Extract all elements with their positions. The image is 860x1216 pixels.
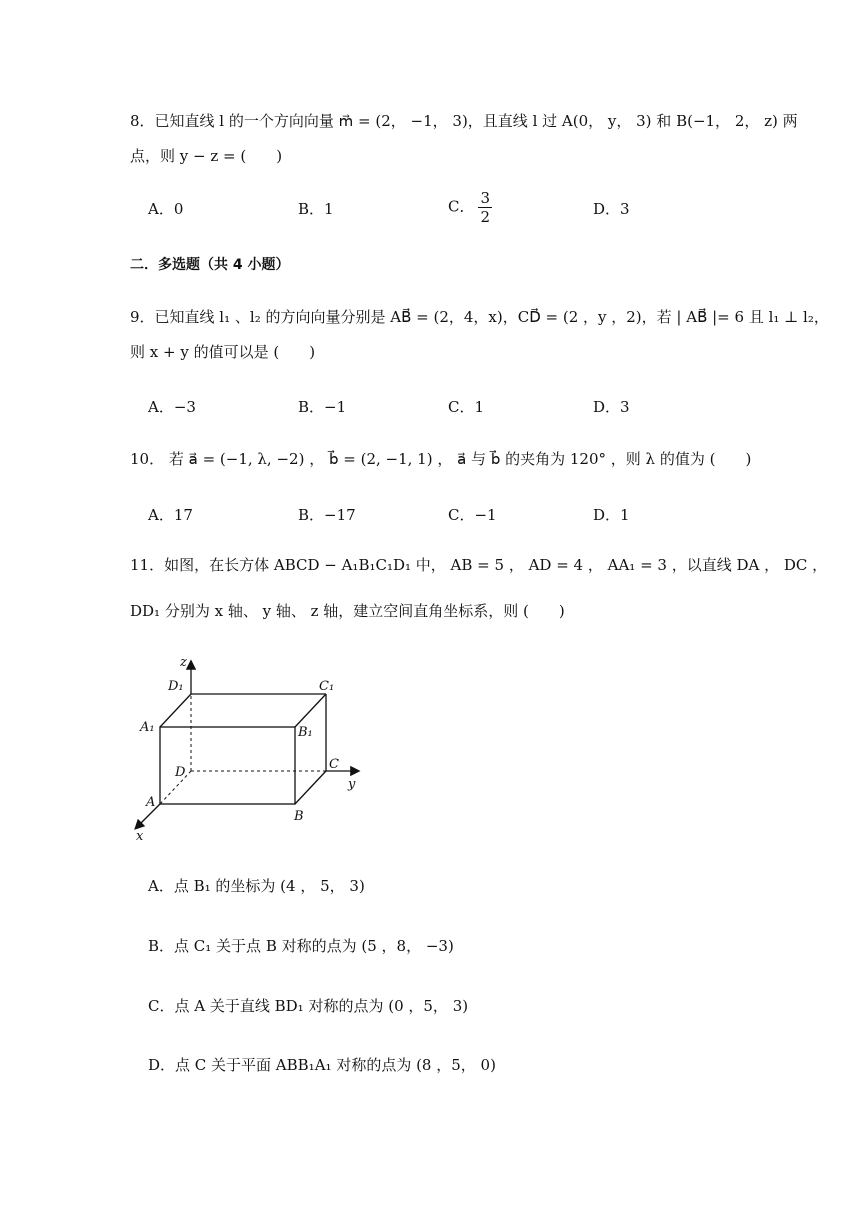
q8-option-d: D．3 [593,200,630,218]
label-a1: A₁ [140,720,155,735]
q8-option-c-denominator: 2 [480,208,491,226]
label-z-axis: z [180,655,187,670]
q8-option-c [448,189,492,226]
q10-option-b: B．−17 [298,506,356,524]
q9-options [148,386,708,426]
q9-option-c: C．1 [448,398,485,416]
q11-answer-c: C．点 A 关于直线 BD₁ 对称的点为 (0 ，5， 3) [148,997,469,1015]
label-x-axis: x [136,829,144,844]
q10-option-c: C．−1 [448,506,497,524]
label-c1: C₁ [319,679,335,694]
q8-option-c-label: C． [448,197,475,216]
q8-option-c-numerator: 3 [480,189,491,207]
q11-answer-d: D．点 C 关于平面 ABB₁A₁ 对称的点为 (8 ，5， 0) [148,1056,496,1074]
label-d: D [175,765,186,780]
q9-option-a: A．−3 [148,398,196,416]
section-heading: 二．多选题（共 4 小题） [130,257,290,273]
label-b1: B₁ [298,725,313,740]
q8-option-c-fraction [478,189,492,226]
q10-option-d: D．1 [593,506,630,524]
q8-stem-line1: 8．已知直线 l 的一个方向向量 m⃗ = (2， −1， 3)，且直线 l 过 A(0， y， 3) 和 B(−1， 2， z) 两 [130,112,798,130]
q11-answer-b: B．点 C₁ 关于点 B 对称的点为 (5 ，8， −3) [148,937,454,955]
q9-stem-line1: 9．已知直线 l₁ 、l₂ 的方向向量分别是 AB⃗ = (2，4，x)，CD⃗ = (2 ，y ，2)，若 | AB⃗ |= 6 且 l₁ ⊥ l₂， [130,308,829,326]
q9-option-b: B．−1 [298,398,347,416]
label-y-axis: y [348,777,356,792]
q10-stem: 10． 若 a⃗ = (−1, λ, −2) ， b⃗ = (2, −1, 1) ， a⃗ 与 b⃗ 的夹角为 120° ，则 λ 的值为 ( ) [130,450,752,468]
q11-answer-a: A．点 B₁ 的坐标为 (4 ， 5， 3) [148,877,365,895]
cuboid-figure [128,654,368,854]
edge-a1-d1 [160,694,191,727]
q8-option-a: A．0 [148,200,184,218]
edge-b-c [295,771,326,804]
q9-option-d: D．3 [593,398,630,416]
q8-options [148,188,708,228]
label-b: B [294,809,304,824]
q10-options [148,494,708,534]
edge-b1-c1 [295,694,326,727]
q8-option-b: B．1 [298,200,334,218]
q10-option-a: A．17 [148,506,193,524]
cuboid-diagram [128,654,368,854]
label-d1: D₁ [168,679,184,694]
q8-stem-line2: 点，则 y − z = ( ) [130,147,283,165]
label-a: A [146,795,156,810]
label-c: C [329,757,339,772]
q11-stem-line1: 11．如图，在长方体 ABCD − A₁B₁C₁D₁ 中， AB = 5 ， AD = 4 ， AA₁ = 3 ，以直线 DA ， DC ， [130,556,828,574]
q11-stem-line2: DD₁ 分别为 x 轴、 y 轴、 z 轴，建立空间直角坐标系，则 ( ) [130,602,565,620]
q9-stem-line2: 则 x + y 的值可以是 ( ) [130,343,316,361]
